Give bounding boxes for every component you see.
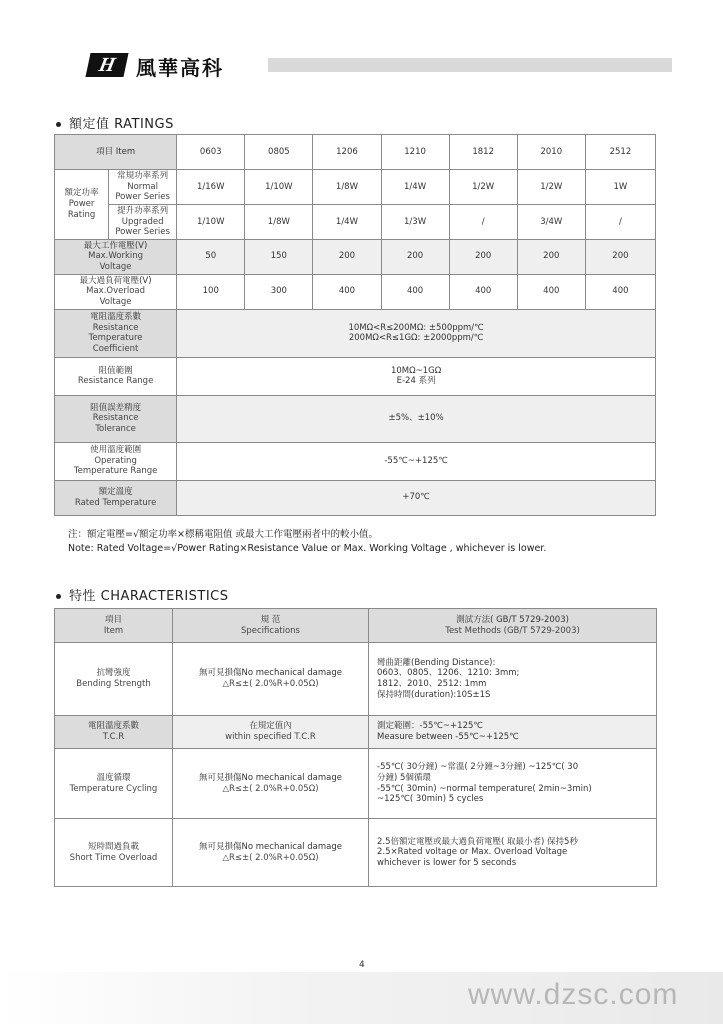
normal-power-row (55, 170, 656, 205)
resistance-range-row (55, 357, 656, 395)
characteristics-header-row (55, 609, 657, 643)
size-header: 0603 (177, 135, 245, 170)
rating-cell: 1/8W (245, 204, 313, 239)
tolerance-value: ±5%、±10% (177, 395, 656, 442)
rating-cell: 200 (449, 239, 517, 274)
rating-cell: 100 (177, 274, 245, 309)
rating-cell: 1W (585, 170, 655, 205)
page-number: 4 (359, 960, 365, 970)
size-header: 2010 (517, 135, 585, 170)
upgraded-power-row (55, 204, 656, 239)
resistance-range-value: 10MΩ~1GΩ E-24 系列 (177, 357, 656, 395)
tcr-value: 10MΩ<R≤200MΩ: ±500ppm/℃ 200MΩ<R≤1GΩ: ±2000ppm/℃ (177, 309, 656, 357)
item-cell: 電阻溫度系數 T.C.R (55, 716, 173, 749)
size-header: 0805 (245, 135, 313, 170)
ratings-header-row (55, 135, 656, 170)
rating-cell: 400 (313, 274, 381, 309)
rating-cell: 1/8W (313, 170, 381, 205)
max-working-voltage-label: 最大工作電壓(V) Max.Working Voltage (55, 239, 177, 274)
rating-cell: 400 (449, 274, 517, 309)
item-column-header: 項目 Item (55, 609, 173, 643)
tcr-label: 電阻溫度系數 Resistance Temperature Coefficient (55, 309, 177, 357)
bullet-icon (56, 122, 61, 127)
header-bar (268, 58, 672, 72)
table-row (55, 819, 657, 887)
spec-cell: 無可見損傷No mechanical damage △R≤±( 2.0%R+0.05Ω) (173, 643, 369, 716)
rated-temp-value: +70℃ (177, 480, 656, 515)
rating-cell: 1/4W (381, 170, 449, 205)
spec-cell: 在規定值內 within specified T.C.R (173, 716, 369, 749)
item-cell: 短時間過負載 Short Time Overload (55, 819, 173, 887)
max-overload-voltage-label: 最大過負荷電壓(V) Max.Overload Voltage (55, 274, 177, 309)
size-header: 1812 (449, 135, 517, 170)
normal-series-label: 常規功率系列 Normal Power Series (109, 170, 177, 205)
ratings-title: 額定值 RATINGS (56, 113, 174, 132)
company-name: 風華高科 (136, 56, 224, 80)
rating-cell: 200 (381, 239, 449, 274)
item-cell: 溫度循環 Temperature Cycling (55, 749, 173, 819)
operating-temp-row (55, 442, 656, 480)
rating-cell: 400 (381, 274, 449, 309)
rating-cell: 200 (313, 239, 381, 274)
tcr-row (55, 309, 656, 357)
size-header: 1206 (313, 135, 381, 170)
method-column-header: 測試方法( GB/T 5729-2003) Test Methods (GB/T 5729-2003) (369, 609, 657, 643)
rating-cell: 3/4W (517, 204, 585, 239)
rating-cell: 400 (585, 274, 655, 309)
rating-cell: 1/2W (517, 170, 585, 205)
tolerance-row (55, 395, 656, 442)
table-row (55, 716, 657, 749)
operating-temp-value: -55℃~+125℃ (177, 442, 656, 480)
rating-cell: / (585, 204, 655, 239)
item-cell: 抗彎強度 Bending Strength (55, 643, 173, 716)
rating-cell: 50 (177, 239, 245, 274)
rating-cell: 1/16W (177, 170, 245, 205)
method-cell: -55℃( 30分鐘) ~常溫( 2分鐘~3分鐘) ~125℃( 30 分鐘) 5個循環 -55℃( 30min) ~normal temperature( 2min~3min) ~125℃( 30min) 5 cycles (369, 749, 657, 819)
rating-cell: 1/4W (313, 204, 381, 239)
rating-cell: 200 (517, 239, 585, 274)
rating-cell: 1/2W (449, 170, 517, 205)
size-header: 1210 (381, 135, 449, 170)
max-working-voltage-row (55, 239, 656, 274)
note-zh: 注：額定電壓=√額定功率×標稱電阻值 或最大工作電壓兩者中的較小值。 (68, 529, 378, 540)
power-rating-label: 額定功率 Power Rating (55, 170, 109, 240)
method-cell: 2.5倍額定電壓或最大過負荷電壓( 取最小者) 保持5秒 2.5×Rated voltage or Max. Overload Voltage whichever is lower for 5 seconds (369, 819, 657, 887)
bullet-icon (56, 594, 61, 599)
characteristics-table (54, 608, 657, 887)
method-cell: 彎曲距離(Bending Distance): 0603、0805、1206、1210: 3mm; 1812、2010、2512: 1mm 保持時間(duration):10S±1S (369, 643, 657, 716)
size-header: 2512 (585, 135, 655, 170)
resistance-range-label: 阻值範圍 Resistance Range (55, 357, 177, 395)
note-en: Note: Rated Voltage=√Power Rating×Resistance Value or Max. Working Voltage , whichever is lower. (68, 543, 547, 554)
rating-cell: 150 (245, 239, 313, 274)
max-overload-voltage-row (55, 274, 656, 309)
company-logo-mark: H (85, 53, 128, 77)
spec-cell: 無可見損傷No mechanical damage △R≤±( 2.0%R+0.05Ω) (173, 749, 369, 819)
rating-cell: 200 (585, 239, 655, 274)
table-row (55, 643, 657, 716)
rating-cell: 1/10W (177, 204, 245, 239)
characteristics-title: 特性 CHARACTERISTICS (56, 585, 229, 604)
rated-temp-label: 額定溫度 Rated Temperature (55, 480, 177, 515)
tolerance-label: 阻值誤差精度 Resistance Tolerance (55, 395, 177, 442)
operating-temp-label: 使用溫度範圍 Operating Temperature Range (55, 442, 177, 480)
method-cell: 測定範圍：-55℃~+125℃ Measure between -55℃~+125℃ (369, 716, 657, 749)
spec-cell: 無可見損傷No mechanical damage △R≤±( 2.0%R+0.05Ω) (173, 819, 369, 887)
rating-cell: / (449, 204, 517, 239)
spec-column-header: 規 范 Specifications (173, 609, 369, 643)
rating-cell: 300 (245, 274, 313, 309)
rated-temp-row (55, 480, 656, 515)
rating-cell: 1/10W (245, 170, 313, 205)
table-row (55, 749, 657, 819)
rating-cell: 1/3W (381, 204, 449, 239)
item-header: 項目 Item (55, 135, 177, 170)
upgraded-series-label: 提升功率系列 Upgraded Power Series (109, 204, 177, 239)
rating-cell: 400 (517, 274, 585, 309)
ratings-table (54, 134, 656, 516)
watermark: www.dzsc.com (468, 978, 679, 1011)
